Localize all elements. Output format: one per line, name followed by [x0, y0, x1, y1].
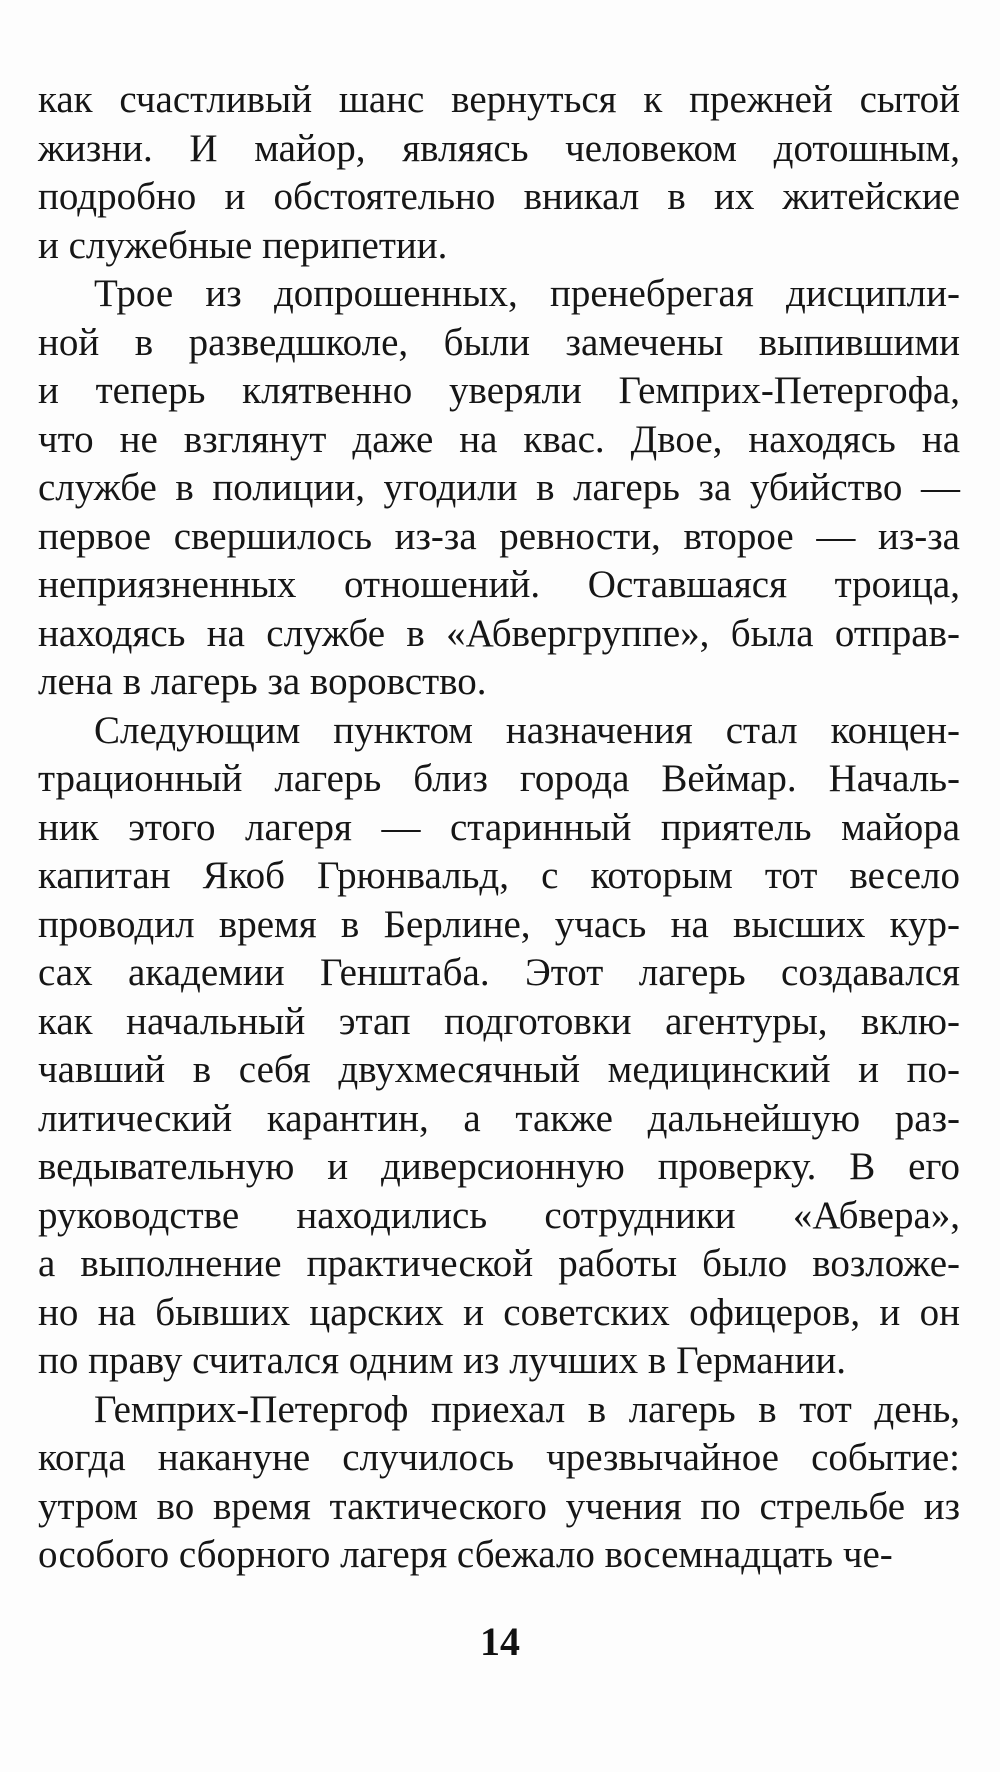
text-line: ной в разведшколе, были замечены выпившими	[38, 320, 960, 364]
text-line: неприязненных отношений. Оставшаяся троица,	[38, 563, 960, 606]
text-line: утром во время тактического учения по стрельбе из	[38, 1484, 960, 1528]
text-line: проводил время в Берлине, учась на высших кур-	[38, 902, 960, 946]
text-line: когда накануне случилось чрезвычайное событие:	[38, 1436, 960, 1479]
text-line: литический карантин, а также дальнейшую раз-	[38, 1096, 960, 1140]
text-line: подробно и обстоятельно вникал в их житейские	[38, 175, 960, 218]
text-line: находясь на службе в «Абвергруппе», была отправ-	[38, 611, 960, 655]
text-line: Следующим пунктом назначения стал концен-	[94, 708, 960, 752]
text-line: ник этого лагеря — старинный приятель майора	[38, 805, 960, 849]
text-line: по праву считался одним из лучших в Германии.	[38, 1339, 846, 1382]
text-line: лена в лагерь за воровство.	[38, 660, 487, 703]
text-line: и теперь клятвенно уверяли Гемприх-Петергофа,	[38, 369, 960, 412]
text-line: и служебные перипетии.	[38, 223, 448, 267]
text-line: первое свершилось из-за ревности, второе — из-за	[38, 514, 960, 558]
text-line: сах академии Генштаба. Этот лагерь создавался	[38, 951, 960, 994]
text-line: трационный лагерь близ города Веймар. Началь-	[38, 757, 960, 800]
text-line: службе в полиции, угодили в лагерь за убийство —	[38, 466, 960, 509]
text-line: а выполнение практической работы было возложе-	[38, 1242, 960, 1285]
text-line: капитан Якоб Грюнвальд, с которым тот весело	[38, 854, 960, 897]
page-number: 14	[480, 1619, 520, 1664]
text-line: что не взглянут даже на квас. Двое, находясь на	[38, 417, 960, 461]
text-line: Гемприх-Петергоф приехал в лагерь в тот день,	[94, 1387, 960, 1431]
paragraph	[38, 1386, 960, 1580]
paragraph	[38, 270, 960, 707]
text-line: как счастливый шанс вернуться к прежней сытой	[38, 78, 960, 121]
text-line: как начальный этап подготовки агентуры, вклю-	[38, 999, 960, 1043]
paragraph	[38, 707, 960, 1386]
text-line: Трое из допрошенных, пренебрегая дисципли-	[94, 272, 960, 315]
paragraph	[38, 76, 960, 270]
body-text	[38, 76, 960, 1580]
text-line: особого сборного лагеря сбежало восемнадцать че-	[38, 1533, 893, 1576]
text-line: руководстве находились сотрудники «Абвера»,	[38, 1193, 960, 1237]
text-line: жизни. И майор, являясь человеком дотошным,	[38, 126, 960, 170]
text-line: чавший в себя двухмесячный медицинский и по-	[38, 1048, 960, 1091]
text-line: но на бывших царских и советских офицеров, и он	[38, 1290, 960, 1334]
text-line: ведывательную и диверсионную проверку. В его	[38, 1145, 960, 1188]
